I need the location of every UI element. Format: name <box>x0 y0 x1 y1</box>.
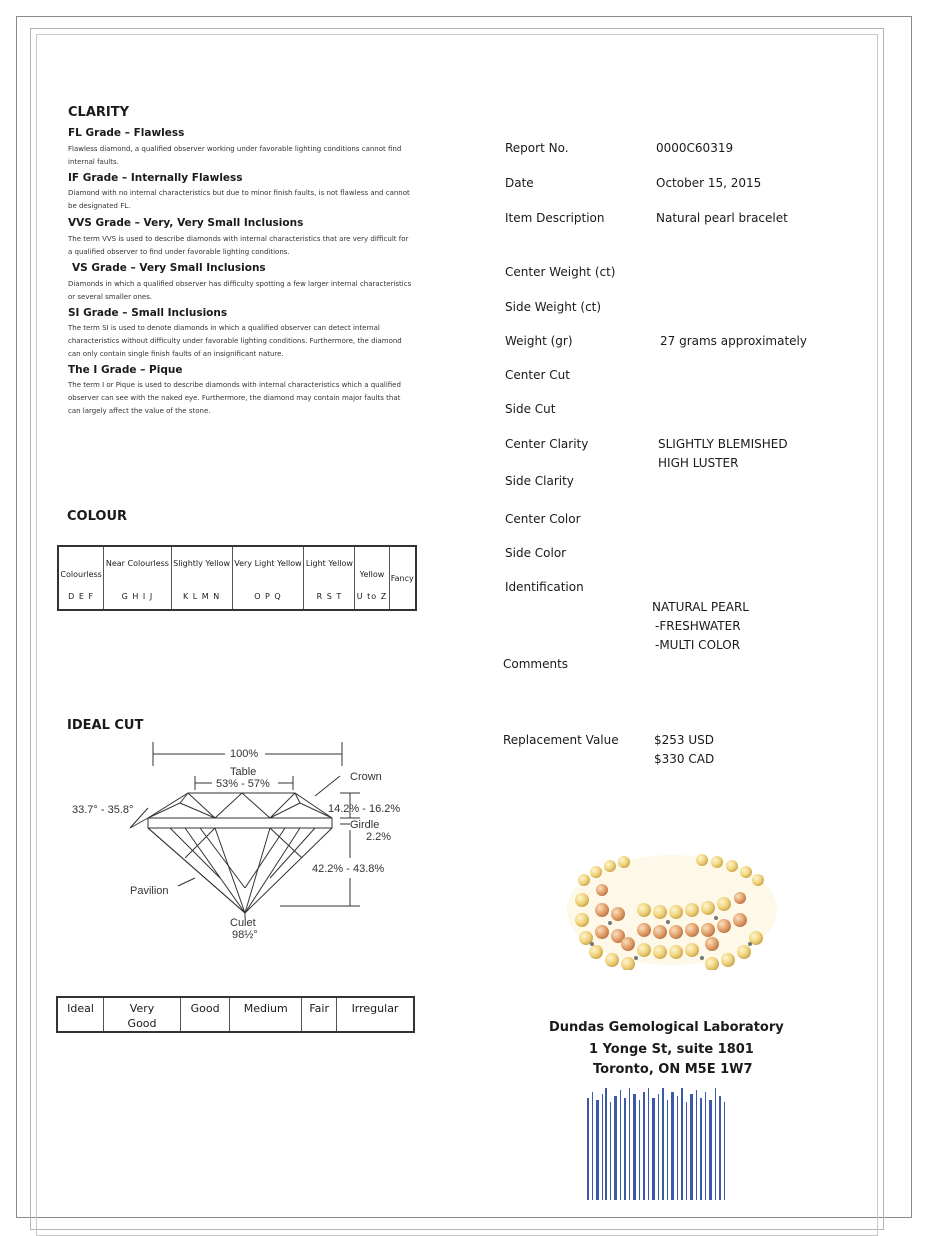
colour-cell-grades: U to Z <box>356 592 388 601</box>
lab-name: Dundas Gemological Laboratory <box>549 1020 784 1035</box>
center-color-label: Center Color <box>505 512 581 526</box>
colour-cell-grades: D E F <box>68 592 95 601</box>
side-cut-label: Side Cut <box>505 402 556 416</box>
diagram-width-label: 100% <box>230 748 259 760</box>
diagram-crown-label: Crown <box>350 771 382 783</box>
diamond-diagram <box>60 738 420 988</box>
colour-cell-grades: O P Q <box>254 592 282 601</box>
item-description-label: Item Description <box>505 211 605 225</box>
cut-grade-cell: Medium <box>230 997 302 1032</box>
diagram-pavilion-depth: 42.2% - 43.8% <box>312 863 385 875</box>
colour-cell <box>104 546 171 610</box>
diagram-girdle-label: Girdle <box>350 819 380 831</box>
diagram-culet-value: 98½° <box>232 929 258 941</box>
grade-heading-if: IF Grade – Internally Flawless <box>68 172 243 184</box>
grade-heading-vvs: VVS Grade – Very, Very Small Inclusions <box>68 217 304 229</box>
center-cut-label: Center Cut <box>505 368 570 382</box>
grade-heading-si: SI Grade – Small Inclusions <box>68 307 228 319</box>
colour-cell-label: Near Colourless <box>105 559 169 568</box>
cut-grade-table <box>56 996 415 1033</box>
cut-grade-cell: Ideal <box>57 997 104 1032</box>
cut-grade-cell: Fair <box>302 997 337 1032</box>
colour-scale-table <box>57 545 417 611</box>
grade-heading-fl: FL Grade – Flawless <box>68 127 185 139</box>
colour-cell <box>304 546 355 610</box>
diagram-pavilion-label: Pavilion <box>130 885 169 897</box>
diagram-crown-angle: 33.7° - 35.8° <box>72 804 134 816</box>
replacement-value-usd: $253 USD <box>654 733 714 747</box>
grade-desc-i: The term I or Pique is used to describe diamonds with internal characteristics which a qualified observer can see with the naked eye. Furthermore, the diamond may contain major faults that can largely affect the value of the stone. <box>68 381 401 415</box>
cut-grade-cell: Very Good <box>104 997 181 1032</box>
replacement-value-label: Replacement Value <box>503 733 619 747</box>
replacement-value-cad: $330 CAD <box>654 752 715 766</box>
date-value: October 15, 2015 <box>656 176 762 190</box>
colour-cell <box>389 546 416 610</box>
report-no-value: 0000C60319 <box>656 141 734 155</box>
center-weight-label: Center Weight (ct) <box>505 265 616 279</box>
item-description-value: Natural pearl bracelet <box>656 211 788 225</box>
colour-title: COLOUR <box>67 509 128 524</box>
identification-label: Identification <box>505 580 584 594</box>
colour-cell-label: Very Light Yellow <box>234 559 302 568</box>
weight-label: Weight (gr) <box>505 334 573 348</box>
ideal-cut-title: IDEAL CUT <box>67 718 144 733</box>
colour-cell <box>171 546 232 610</box>
lab-address-line-1: 1 Yonge St, suite 1801 <box>589 1042 754 1057</box>
colour-cell-label: Light Yellow <box>305 559 353 568</box>
center-clarity-extra: HIGH LUSTER <box>658 456 739 470</box>
weight-value: 27 grams approximately <box>660 334 807 348</box>
grade-desc-vs: Diamonds in which a qualified observer has difficulty spotting a few larger internal characteristics or several smaller ones. <box>68 280 412 301</box>
colour-cell-label: Slightly Yellow <box>173 559 231 568</box>
center-clarity-label: Center Clarity <box>505 437 589 451</box>
colour-cell-grades: G H I J <box>121 592 154 601</box>
grade-desc-si: The term SI is used to denote diamonds in which a qualified observer can detect internal characteristics without difficulty under favorable lighting conditions. Furthermore, the diamond can only contain single finish faults of an insignificant nature. <box>68 324 402 358</box>
diagram-table-label: Table <box>230 766 257 778</box>
colour-cell-label: Yellow <box>359 570 385 579</box>
center-clarity-value: SLIGHTLY BLEMISHED <box>658 437 788 451</box>
side-weight-label: Side Weight (ct) <box>505 300 602 314</box>
colour-cell-label: Fancy <box>390 573 414 583</box>
identification-line-3: -MULTI COLOR <box>655 638 741 652</box>
side-clarity-label: Side Clarity <box>505 474 574 488</box>
identification-line-2: -FRESHWATER <box>655 619 741 633</box>
barcode <box>585 1088 735 1200</box>
date-label: Date <box>505 176 534 190</box>
clarity-title: CLARITY <box>68 105 130 120</box>
cut-grade-cell: Irregular <box>337 997 414 1032</box>
cut-grade-cell: Good <box>181 997 230 1032</box>
colour-cell <box>355 546 389 610</box>
diagram-table-range: 53% - 57% <box>216 778 270 790</box>
report-no-label: Report No. <box>505 141 569 155</box>
grade-desc-vvs: The term VVS is used to describe diamonds with internal characteristics that are very difficult for a qualified observer to find under favorable lighting conditions. <box>68 235 409 256</box>
colour-cell-label: Colourless <box>60 570 102 579</box>
diagram-girdle-value: 2.2% <box>366 831 392 843</box>
side-color-label: Side Color <box>505 546 567 560</box>
colour-cell-grades: K L M N <box>182 592 221 601</box>
colour-cell-grades: R S T <box>316 592 343 601</box>
pearl-bracelet-photo <box>562 840 782 970</box>
grade-desc-if: Diamond with no internal characteristics but due to minor finish faults, is not flawless and cannot be designated FL. <box>68 189 410 210</box>
diagram-culet-label: Culet <box>230 917 256 929</box>
colour-cell <box>232 546 304 610</box>
colour-cell <box>58 546 104 610</box>
lab-address-line-2: Toronto, ON M5E 1W7 <box>593 1062 753 1077</box>
diagram-crown-height: 14.2% - 16.2% <box>328 803 401 815</box>
identification-line-1: NATURAL PEARL <box>652 600 749 614</box>
grade-heading-i: The I Grade – Pique <box>68 364 183 376</box>
grade-heading-vs: VS Grade – Very Small Inclusions <box>72 262 266 274</box>
grade-desc-fl: Flawless diamond, a qualified observer working under favorable lighting conditions cannot find internal faults. <box>68 145 402 166</box>
comments-label: Comments <box>503 657 569 671</box>
